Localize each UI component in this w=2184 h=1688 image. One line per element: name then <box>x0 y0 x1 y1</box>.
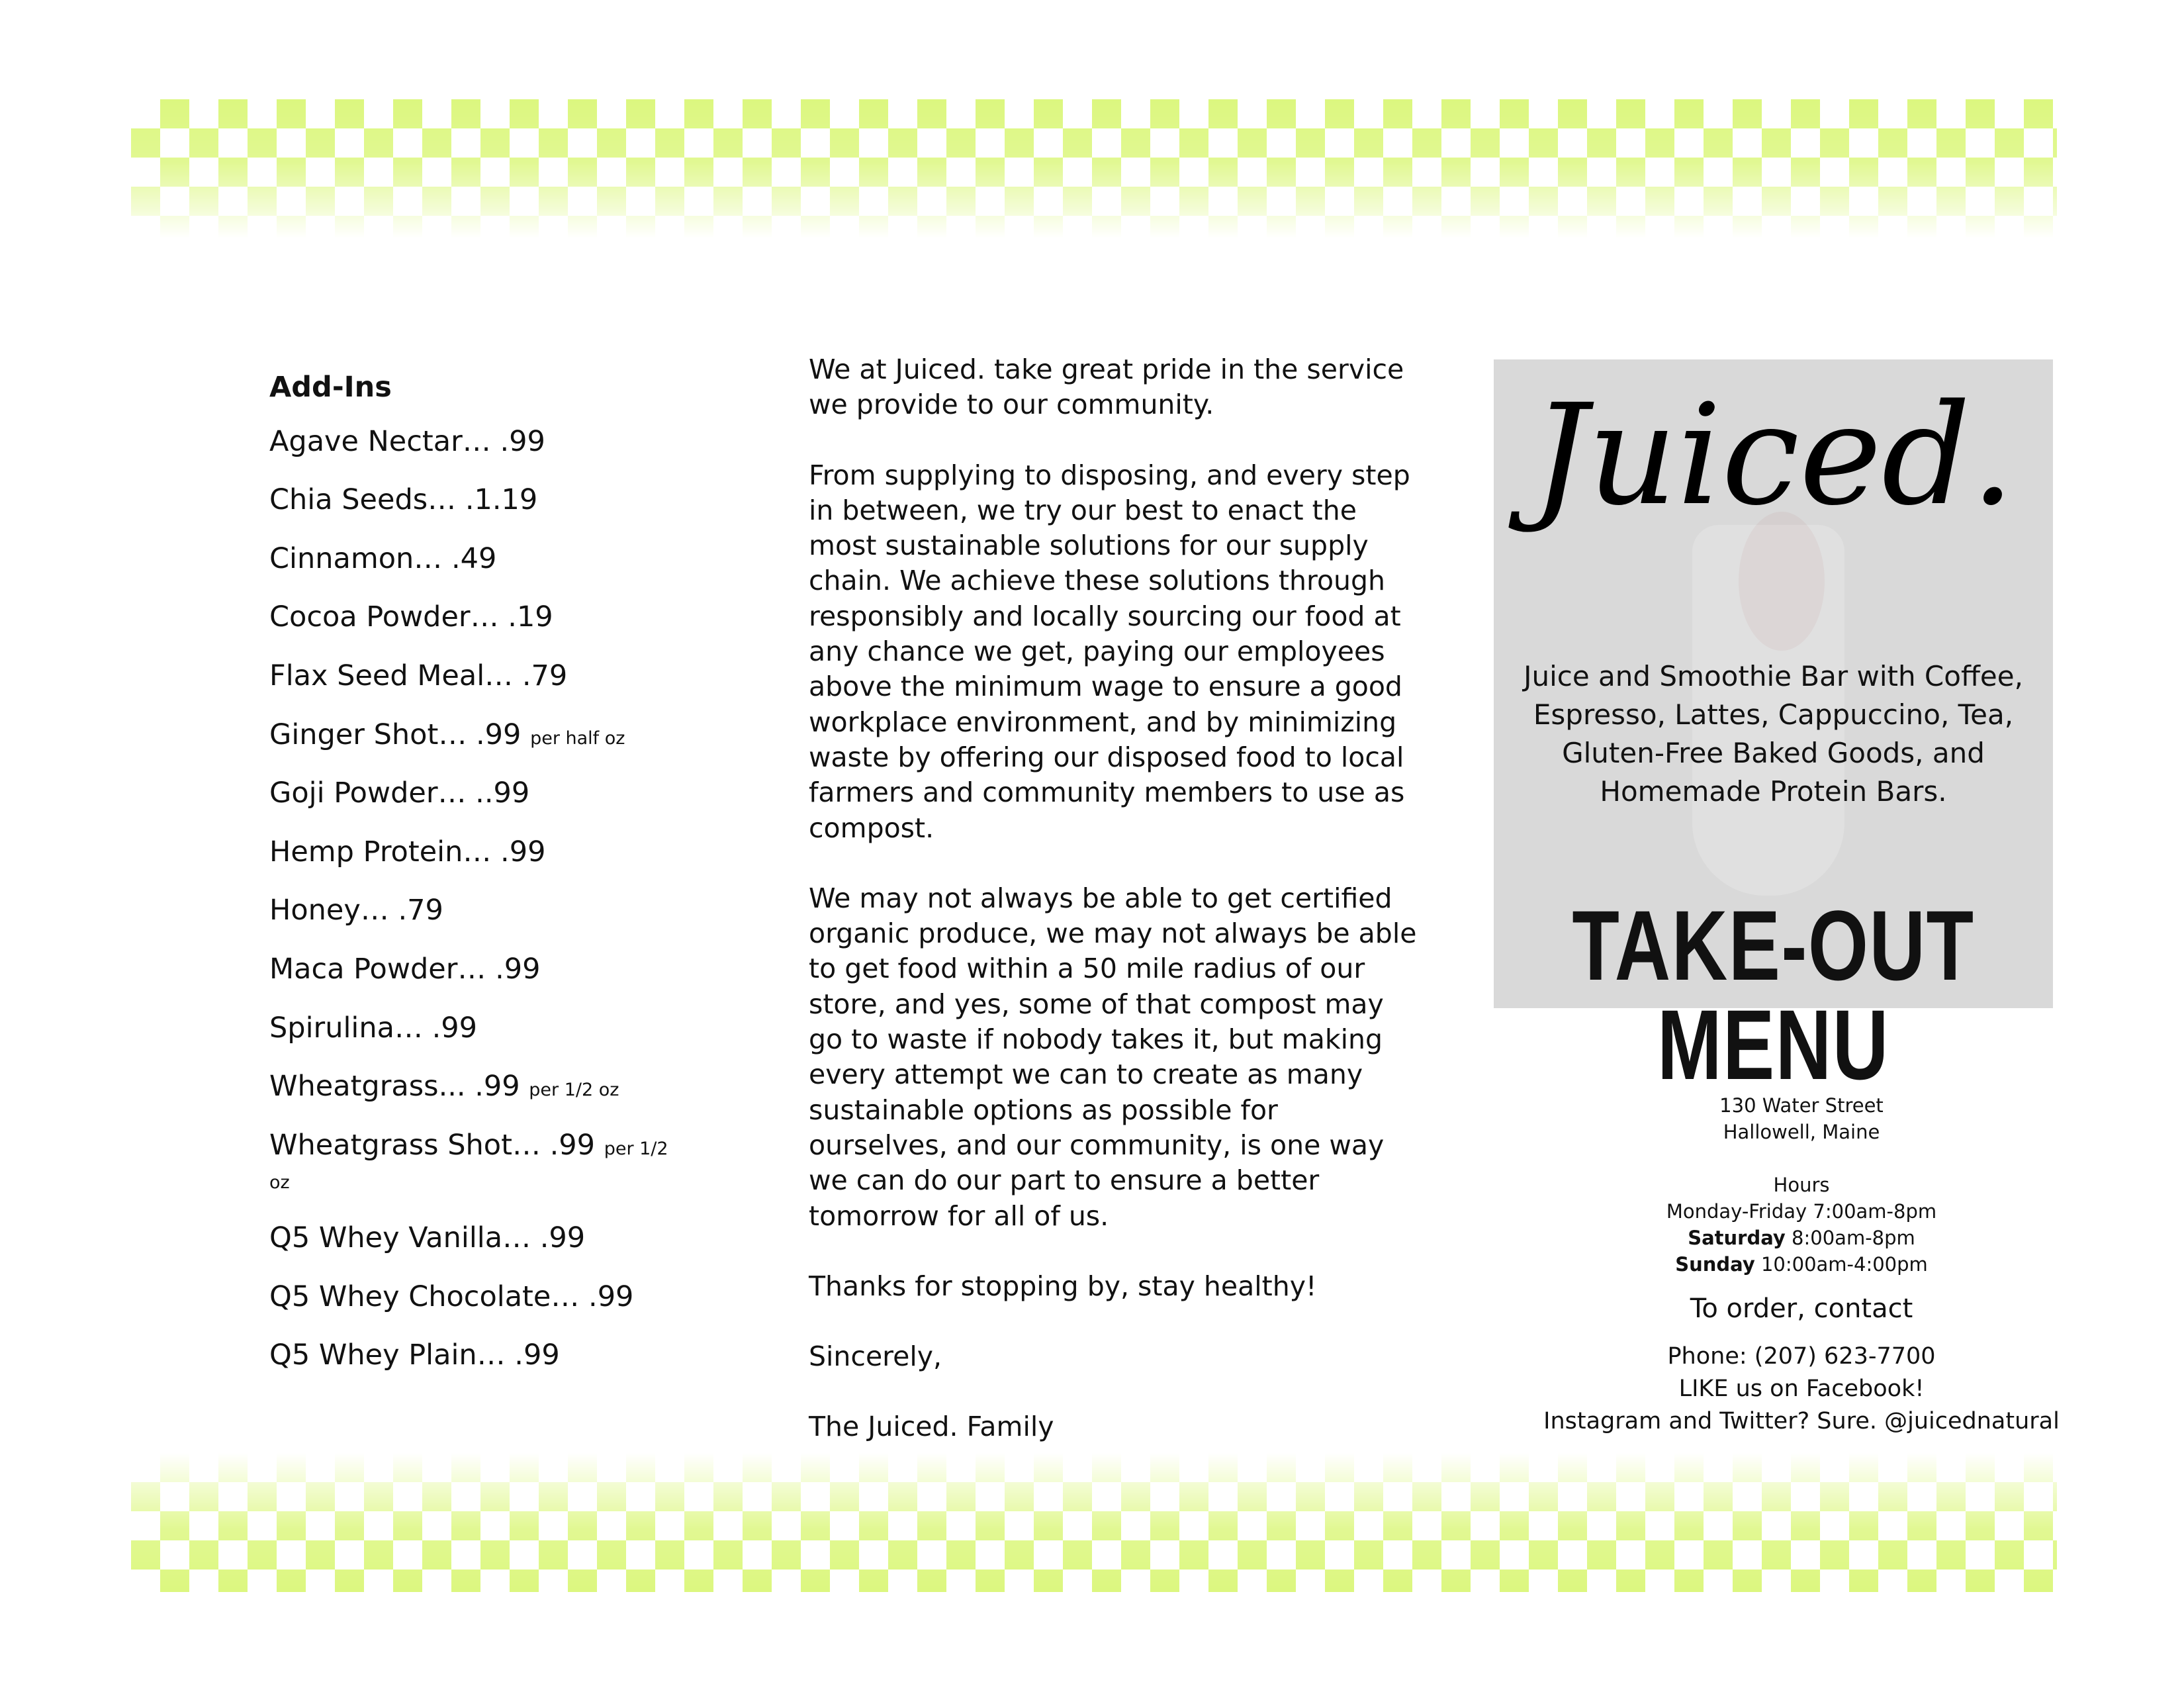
hours-sunday <box>1494 1251 2109 1278</box>
addin-text: Q5 Whey Plain… .99 <box>269 1338 560 1372</box>
addin-text: Ginger Shot… .99 <box>269 718 522 751</box>
addin-item <box>269 600 680 635</box>
contact-section <box>1494 1092 2109 1438</box>
addin-text: Honey… .79 <box>269 894 443 927</box>
letter-paragraph: We may not always be able to get certified organic produce, we may not always be able to get food within a 50 mile radius of our store, and yes, some of that compost may go to waste if nobody takes it, but making every attempt we can to create as many sustainable options as possible for ourselves, and our community, is one way we can do our part to ensure a better tomorrow for all of us. <box>809 882 1417 1232</box>
addin-note: per half oz <box>530 727 625 749</box>
checkered-band-top <box>131 99 2057 238</box>
addin-text: Maca Powder… .99 <box>269 952 541 986</box>
addin-text: Q5 Whey Chocolate… .99 <box>269 1280 634 1313</box>
order-heading: To order, contact <box>1690 1293 1913 1325</box>
saturday-hours: 8:00am-8pm <box>1792 1227 1915 1250</box>
addin-item <box>269 835 680 870</box>
addins-list <box>269 425 680 1373</box>
letter-paragraph: From supplying to disposing, and every step in between, we try our best to enact the most sustainable solutions for our supply chain. We achieve these solutions through responsibly and locally sourcing our food at any chance we get, paying our employees above the minimum wage to ensure a good workplace environment, and by minimizing waste by offering our disposed food to local farmers and community members to use as compost. <box>809 459 1410 844</box>
addin-item <box>269 718 680 753</box>
addin-item <box>269 1070 680 1104</box>
addin-item <box>269 894 680 928</box>
addin-item <box>269 776 680 811</box>
addin-text: Spirulina… .99 <box>269 1011 478 1045</box>
addin-note: per 1/2 oz <box>529 1080 619 1101</box>
addin-text: Cinnamon… .49 <box>269 541 497 575</box>
hours-saturday <box>1494 1225 2109 1251</box>
sunday-hours: 10:00am-4:00pm <box>1760 1253 1928 1276</box>
address-line: Hallowell, Maine <box>1723 1121 1880 1144</box>
addin-text: Q5 Whey Vanilla… .99 <box>269 1221 586 1254</box>
social-handle: Instagram and Twitter? Sure. @juicednatural <box>1543 1408 2060 1435</box>
addin-item <box>269 425 680 459</box>
letter-section <box>809 352 1418 1480</box>
menu-title: TAKE-OUT MENU <box>1572 890 1975 1100</box>
sunday-label: Sunday <box>1675 1253 1755 1276</box>
addins-section <box>269 371 680 1397</box>
addins-heading: Add-Ins <box>269 371 392 404</box>
addin-item <box>269 1280 680 1315</box>
addin-text: Wheatgrass... .99 <box>269 1070 520 1103</box>
facebook-line: LIKE us on Facebook! <box>1678 1376 1925 1403</box>
brand-logo: Juiced. <box>1531 374 2015 536</box>
tagline: Juice and Smoothie Bar with Coffee, Espresso, Lattes, Cappuccino, Tea, Gluten-Free Baked Goods, and Homemade Protein Bars. <box>1524 660 2023 808</box>
addin-item <box>269 659 680 694</box>
phone-number: Phone: (207) 623-7700 <box>1667 1343 1936 1370</box>
addin-item <box>269 483 680 518</box>
address-line: 130 Water Street <box>1719 1094 1884 1117</box>
addin-text: Goji Powder… ..99 <box>269 776 530 810</box>
letter-signature: The Juiced. Family <box>809 1411 1054 1443</box>
addin-text: Flax Seed Meal… .79 <box>269 659 568 692</box>
addin-item <box>269 1129 680 1197</box>
addin-note: per 1/2 oz <box>269 1138 668 1194</box>
addin-item <box>269 1338 680 1373</box>
addin-text: Wheatgrass Shot… .99 <box>269 1128 596 1162</box>
hours-heading: Hours <box>1773 1174 1830 1197</box>
addin-text: Hemp Protein… .99 <box>269 835 546 868</box>
addin-item <box>269 1011 680 1046</box>
addin-item <box>269 953 680 987</box>
addin-item <box>269 1221 680 1256</box>
cover-panel <box>1494 359 2053 1100</box>
hours-weekday: Monday-Friday 7:00am-8pm <box>1666 1200 1937 1223</box>
addin-text: Chia Seeds… .1.19 <box>269 483 538 517</box>
saturday-label: Saturday <box>1688 1227 1786 1250</box>
addin-text: Agave Nectar… .99 <box>269 424 545 458</box>
addin-item <box>269 542 680 577</box>
letter-paragraph: Sincerely, <box>809 1340 942 1373</box>
addin-text: Cocoa Powder… .19 <box>269 600 553 634</box>
letter-paragraph: We at Juiced. take great pride in the service we provide to our community. <box>809 353 1404 421</box>
letter-paragraph: Thanks for stopping by, stay healthy! <box>809 1270 1317 1302</box>
